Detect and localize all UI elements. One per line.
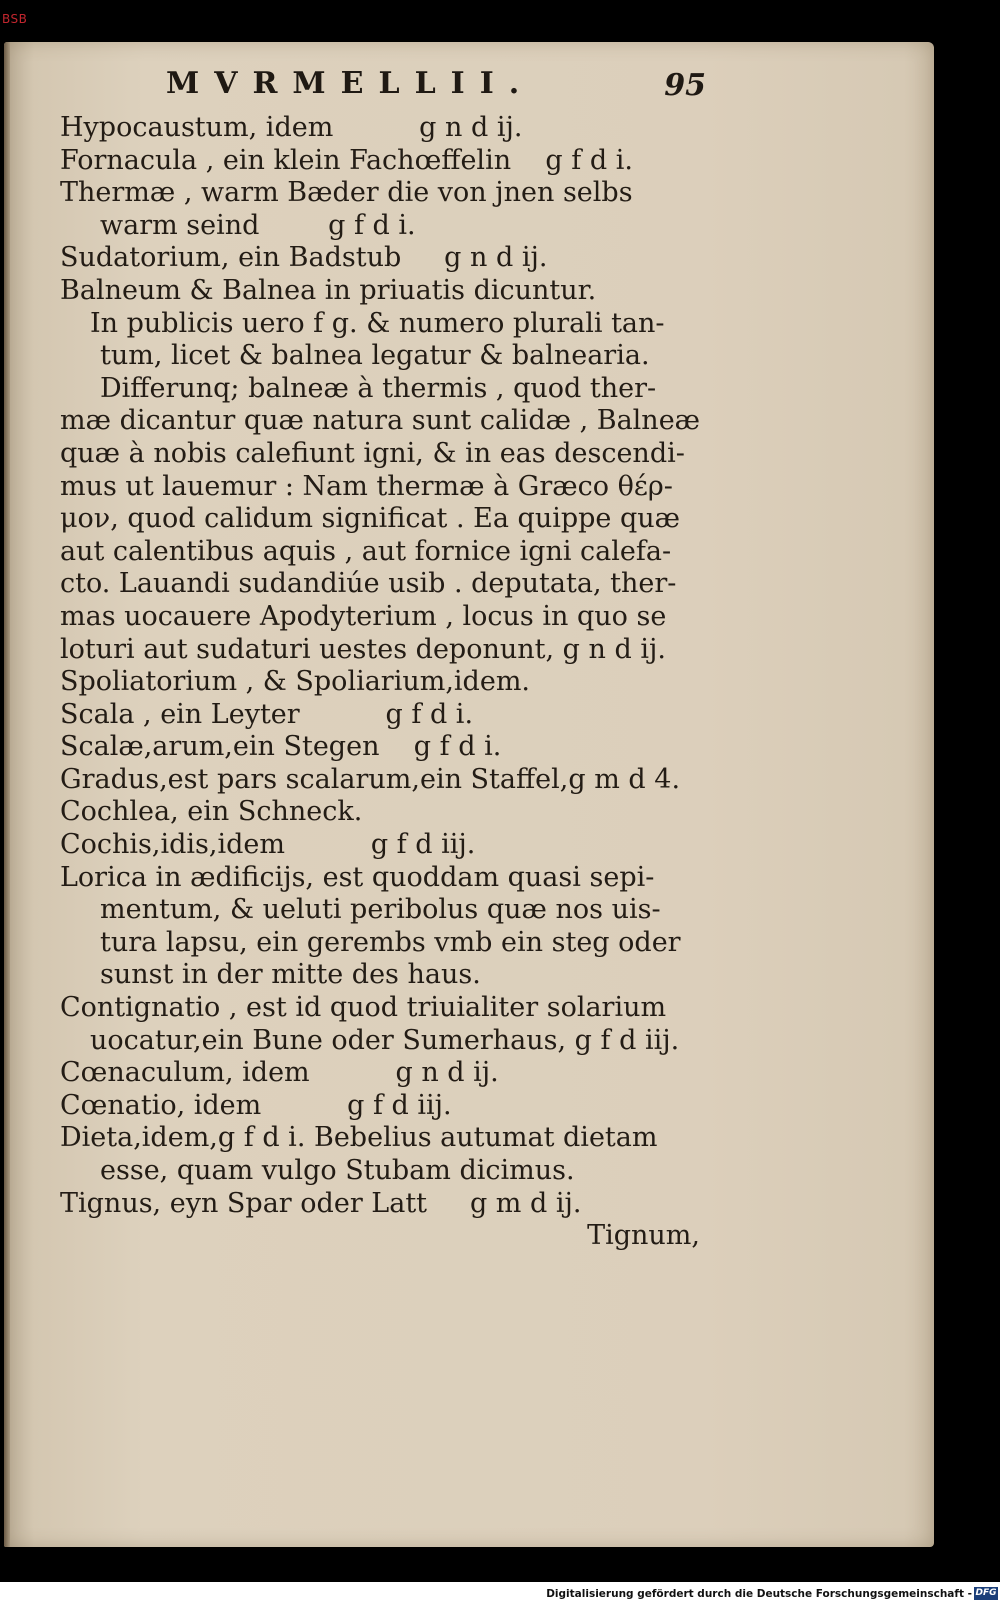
- text-line: aut calentibus aquis , aut fornice igni calefa-: [60, 535, 672, 567]
- text-line: Differunq; balneæ à thermis , quod ther-: [100, 372, 657, 404]
- text-line: Gradus,est pars scalarum,ein Staffel,g m d 4.: [60, 763, 681, 795]
- dfg-logo: DFG: [975, 1588, 997, 1598]
- page-binding-edge: [4, 42, 10, 1547]
- text-line: Lorica in ædificijs, est quoddam quasi sepi-: [60, 861, 655, 893]
- catchword: Tignum,: [587, 1220, 700, 1252]
- text-line: warm seind g f d i.: [100, 209, 416, 241]
- text-line: tura lapsu, ein gerembs vmb ein steg oder: [100, 926, 681, 958]
- text-line: Spoliatorium , & Spoliarium,idem.: [60, 666, 531, 698]
- funding-credit: Digitalisierung gefördert durch die Deutsche Forschungsgemeinschaft -: [546, 1588, 972, 1600]
- text-line: Cochis,idis,idem g f d iij.: [60, 829, 476, 861]
- text-line: mas uocauere Apodyterium , locus in quo se: [60, 600, 667, 632]
- text-line: Cœnaculum, idem g n d ij.: [60, 1057, 499, 1089]
- text-line: Scalæ,arum,ein Stegen g f d i.: [60, 731, 502, 763]
- text-line: mus ut lauemur : Nam thermæ à Græco θέρ-: [60, 470, 673, 502]
- text-line: quæ à nobis calefiunt igni, & in eas descendi-: [60, 437, 685, 469]
- text-line: uocatur,ein Bune oder Sumerhaus, g f d iij.: [90, 1024, 680, 1056]
- text-line: mæ dicantur quæ natura sunt calidæ , Balneæ: [60, 405, 701, 437]
- text-line: μον, quod calidum significat . Ea quippe quæ: [60, 503, 681, 535]
- text-line: loturi aut sudaturi uestes deponunt, g n d ij.: [60, 633, 666, 665]
- text-line: Thermæ , warm Bæder die von jnen selbs: [60, 177, 633, 209]
- text-line: Balneum & Balnea in priuatis dicuntur.: [60, 274, 597, 306]
- page-number: 95: [664, 68, 706, 103]
- text-line: Hypocaustum, idem g n d ij.: [60, 112, 523, 143]
- text-line: Sudatorium, ein Badstub g n d ij.: [60, 242, 548, 274]
- text-line: Contignatio , est id quod triuialiter solarium: [60, 992, 667, 1024]
- text-line: mentum, & ueluti peribolus quæ nos uis-: [100, 894, 661, 926]
- text-line: Dieta,idem,g f d i. Bebelius autumat dietam: [60, 1122, 658, 1154]
- running-title: MVRMELLII.: [166, 66, 535, 101]
- text-line: Scala , ein Leyter g f d i.: [60, 698, 474, 730]
- text-line: Cœnatio, idem g f d iij.: [60, 1089, 452, 1121]
- text-line: sunst in der mitte des haus.: [100, 959, 481, 991]
- page-header: [166, 66, 706, 116]
- text-line: Fornacula , ein klein Fachœffelin g f d i.: [60, 144, 633, 176]
- text-line: tum, licet & balnea legatur & balnearia.: [100, 340, 650, 372]
- text-line: esse, quam vulgo Stubam dicimus.: [100, 1155, 575, 1186]
- text-line: In publicis uero f g. & numero plurali tan-: [90, 307, 665, 339]
- footer-bar: [0, 1582, 1000, 1606]
- body-text: [60, 112, 710, 1253]
- text-line: Cochlea, ein Schneck.: [60, 796, 363, 828]
- text-line: cto. Lauandi sudandiúe usib . deputata, ther-: [60, 568, 677, 600]
- library-watermark: BSB: [2, 12, 28, 26]
- text-line: Tignus, eyn Spar oder Latt g m d ij.: [60, 1187, 582, 1219]
